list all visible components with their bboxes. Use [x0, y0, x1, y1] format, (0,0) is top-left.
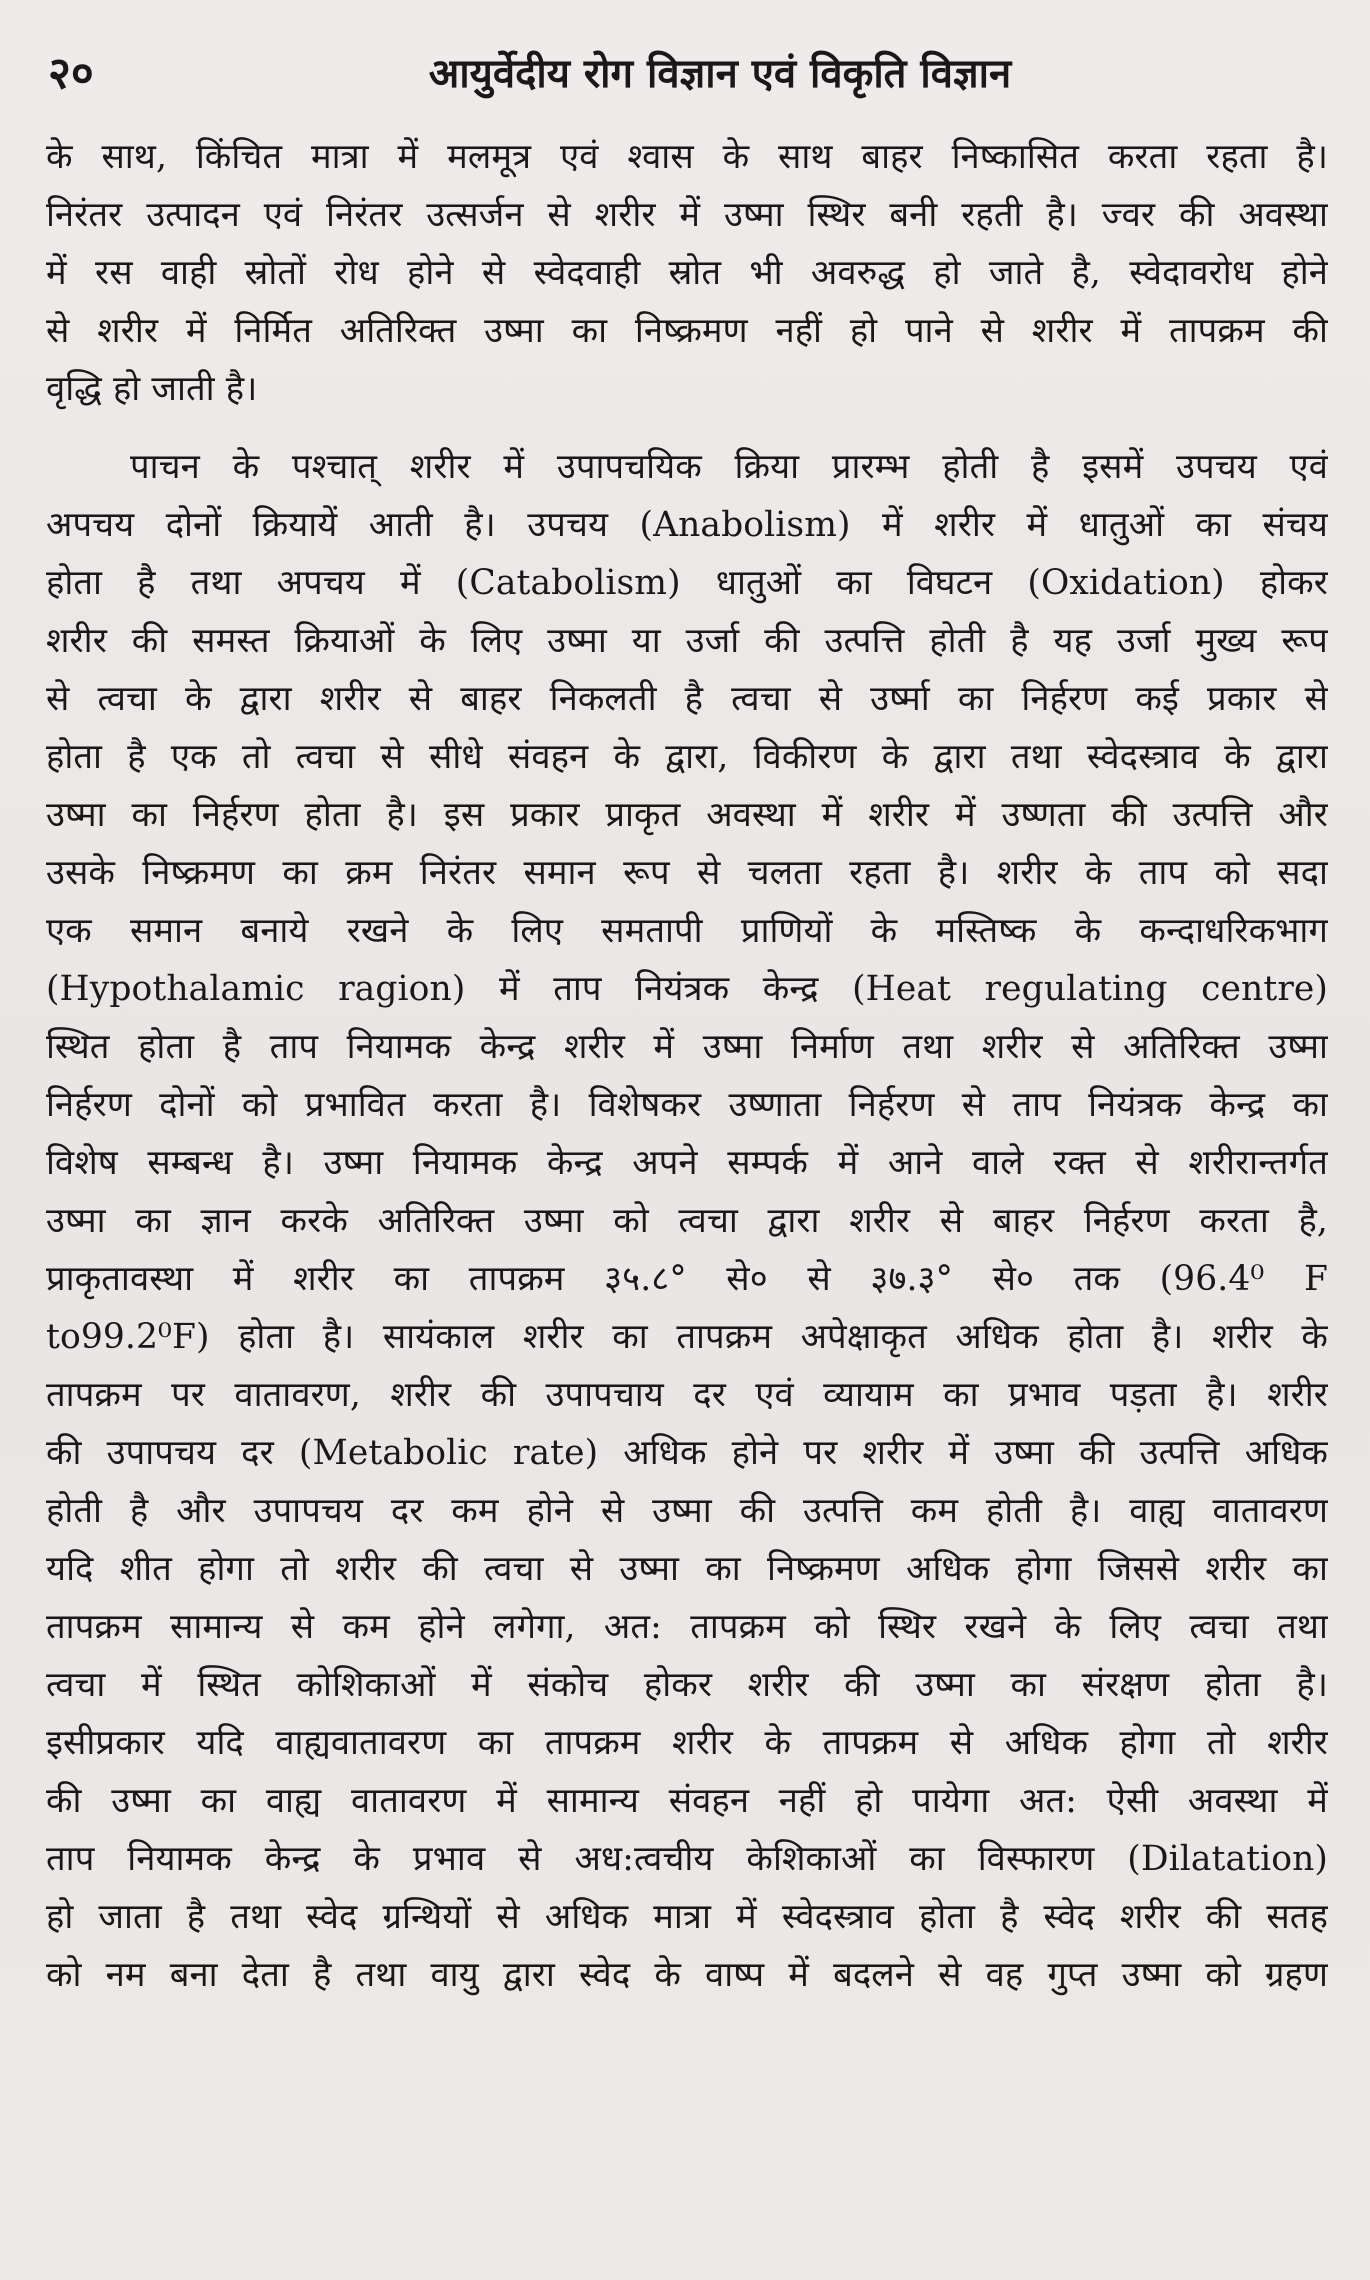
text-line: को नम बना देता है तथा वायु द्वारा स्वेद के वाष्प में बदलने से वह गुप्त उष्मा को ग्रहण [46, 1955, 1328, 1995]
text-line: शरीर की समस्त क्रियाओं के लिए उष्मा या उर्जा की उत्पत्ति होती है यह उर्जा मुख्य रूप [46, 621, 1328, 661]
text-line: स्थित होता है ताप नियामक केन्द्र शरीर में उष्मा निर्माण तथा शरीर से अतिरिक्त उष्मा [46, 1027, 1328, 1067]
text-line: त्वचा में स्थित कोशिकाओं में संकोच होकर शरीर की उष्मा का संरक्षण होता है। [46, 1665, 1328, 1705]
paragraph [46, 128, 1328, 418]
text-line: विशेष सम्बन्ध है। उष्मा नियामक केन्द्र अपने सम्पर्क में आने वाले रक्त से शरीरान्तर्गत [46, 1143, 1328, 1183]
body-text [46, 128, 1328, 2258]
text-line: निर्हरण दोनों को प्रभावित करता है। विशेषकर उष्णाता निर्हरण से ताप नियंत्रक केन्द्र का [46, 1085, 1328, 1125]
text-line: ताप नियामक केन्द्र के प्रभाव से अध:त्वचीय केशिकाओं का विस्फारण (Dilatation) [46, 1839, 1328, 1879]
text-line: होती है और उपापचय दर कम होने से उष्मा की उत्पत्ति कम होती है। वाह्य वातावरण [46, 1491, 1328, 1531]
text-line: हो जाता है तथा स्वेद ग्रन्थियों से अधिक मात्रा में स्वेदस्त्राव होता है स्वेद शरीर की सतह [46, 1897, 1328, 1937]
text-line: में रस वाही स्रोतों रोध होने से स्वेदवाही स्रोत भी अवरुद्ध हो जाते है, स्वेदावरोध होने [46, 253, 1328, 293]
text-line: निरंतर उत्पादन एवं निरंतर उत्सर्जन से शरीर में उष्मा स्थिर बनी रहती है। ज्वर की अवस्था [46, 195, 1328, 235]
text-line: तापक्रम पर वातावरण, शरीर की उपापचाय दर एवं व्यायाम का प्रभाव पड़ता है। शरीर [46, 1375, 1328, 1415]
text-line: के साथ, किंचित मात्रा में मलमूत्र एवं श्वास के साथ बाहर निष्कासित करता रहता है। [46, 137, 1328, 177]
text-line: की उपापचय दर (Metabolic rate) अधिक होने पर शरीर में उष्मा की उत्पत्ति अधिक [46, 1433, 1328, 1473]
page-number: २० [48, 48, 94, 99]
text-line: से त्वचा के द्वारा शरीर से बाहर निकलती है त्वचा से उर्ष्मा का निर्हरण कई प्रकार से [46, 679, 1328, 719]
text-line: (Hypothalamic ragion) में ताप नियंत्रक केन्द्र (Heat regulating centre) [46, 969, 1328, 1009]
text-line: अपचय दोनों क्रियायें आती है। उपचय (Anabolism) में शरीर में धातुओं का संचय [46, 505, 1328, 545]
text-line: से शरीर में निर्मित अतिरिक्त उष्मा का निष्क्रमण नहीं हो पाने से शरीर में तापक्रम की [46, 311, 1328, 351]
text-line: तापक्रम सामान्य से कम होने लगेगा, अत: तापक्रम को स्थिर रखने के लिए त्वचा तथा [46, 1607, 1328, 1647]
running-title: आयुर्वेदीय रोग विज्ञान एवं विकृति विज्ञान [428, 50, 1012, 97]
paragraph [46, 438, 1328, 2004]
paragraph-gap [46, 418, 1328, 438]
text-line: होता है एक तो त्वचा से सीधे संवहन के द्वारा, विकीरण के द्वारा तथा स्वेदस्त्राव के द्वारा [46, 737, 1328, 777]
text-line: to99.2⁰F) होता है। सायंकाल शरीर का तापक्रम अपेक्षाकृत अधिक होता है। शरीर के [46, 1317, 1328, 1357]
text-line: यदि शीत होगा तो शरीर की त्वचा से उष्मा का निष्क्रमण अधिक होगा जिससे शरीर का [46, 1549, 1328, 1589]
text-line: उष्मा का ज्ञान करके अतिरिक्त उष्मा को त्वचा द्वारा शरीर से बाहर निर्हरण करता है, [46, 1201, 1328, 1241]
page-header [40, 40, 1340, 100]
text-line: वृद्धि हो जाती है। [46, 369, 258, 409]
text-line: उसके निष्क्रमण का क्रम निरंतर समान रूप से चलता रहता है। शरीर के ताप को सदा [46, 853, 1328, 893]
text-line: होता है तथा अपचय में (Catabolism) धातुओं का विघटन (Oxidation) होकर [46, 563, 1328, 603]
text-line: की उष्मा का वाह्य वातावरण में सामान्य संवहन नहीं हो पायेगा अत: ऐसी अवस्था में [46, 1781, 1328, 1821]
text-line: पाचन के पश्चात् शरीर में उपापचयिक क्रिया प्रारम्भ होती है इसमें उपचय एवं [130, 447, 1328, 487]
text-line: इसीप्रकार यदि वाह्यवातावरण का तापक्रम शरीर के तापक्रम से अधिक होगा तो शरीर [46, 1723, 1328, 1763]
text-line: उष्मा का निर्हरण होता है। इस प्रकार प्राकृत अवस्था में शरीर में उष्णता की उत्पत्ति और [46, 795, 1328, 835]
text-line: एक समान बनाये रखने के लिए समतापी प्राणियों के मस्तिष्क के कन्दाधरिकभाग [46, 911, 1328, 951]
text-line: प्राकृतावस्था में शरीर का तापक्रम ३५.८° से० से ३७.३° से० तक (96.4⁰ F [46, 1259, 1328, 1299]
